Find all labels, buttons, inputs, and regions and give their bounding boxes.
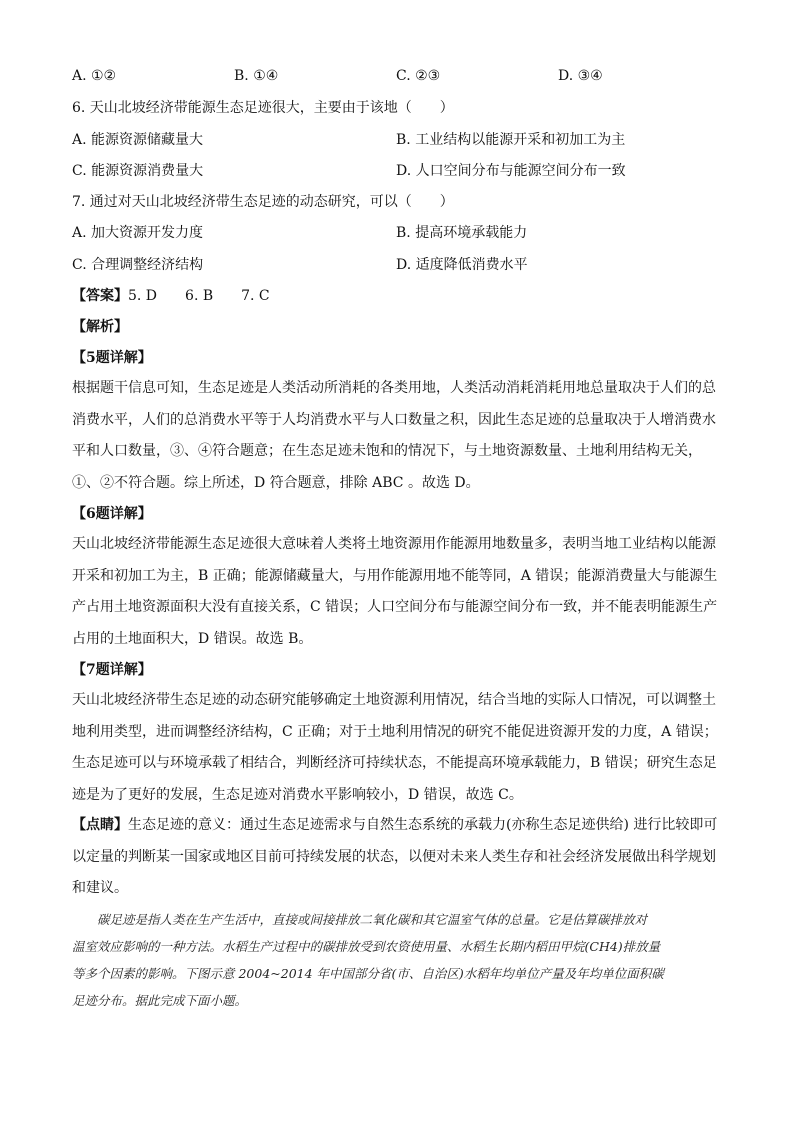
q7-stem: 7. 通过对天山北坡经济带生态足迹的动态研究，可以（ ） xyxy=(72,194,454,210)
q6-option-b: B. 工业结构以能源开采和初加工为主 xyxy=(396,132,626,148)
q4-option-d: D. ③④ xyxy=(558,68,603,84)
q7-option-c: C. 合理调整经济结构 xyxy=(72,257,204,273)
detail6-line: 产占用土地资源面积大没有直接关系，C 错误；人口空间分布与能源空间分布一致，并不能表明能源生产 xyxy=(72,599,718,615)
q4-option-c: C. ②③ xyxy=(396,68,441,84)
q4-option-b: B. ①④ xyxy=(234,68,279,84)
tips-line-text: 生态足迹的意义：通过生态足迹需求与自然生态系统的承载力(亦称生态足迹供给) 进行比较即可 xyxy=(128,817,718,833)
material-paragraph xyxy=(72,906,724,1014)
answer-label: 【答案】 xyxy=(72,288,128,304)
material-line: 等多个因素的影响。下图示意 2004~2014 年中国部分省(市、自治区)水稻年均单位产量及年均单位面积碳 xyxy=(72,966,664,981)
q7-option-b: B. 提高环境承载能力 xyxy=(396,225,528,241)
answer-text: 5. D 6. B 7. C xyxy=(128,288,270,304)
detail5-line: 根据题干信息可知，生态足迹是人类活动所消耗的各类用地，人类活动消耗消耗用地总量取决于人们的总 xyxy=(72,380,716,396)
q6-stem: 6. 天山北坡经济带能源生态足迹很大，主要由于该地（ ） xyxy=(72,100,454,116)
detail6-title: 【6题详解】 xyxy=(72,506,152,522)
q6-option-d: D. 人口空间分布与能源空间分布一致 xyxy=(396,163,626,179)
tips-label: 【点睛】 xyxy=(72,817,128,833)
detail7-paragraph xyxy=(72,685,724,811)
q4-option-a: A. ①② xyxy=(72,68,117,84)
q6-option-c: C. 能源资源消费量大 xyxy=(72,163,204,179)
tips-line: 和建议。 xyxy=(72,880,128,896)
detail5-paragraph xyxy=(72,373,724,499)
detail7-line: 迹是为了更好的发展，生态足迹对消费水平影响较小，D 错误，故选 C。 xyxy=(72,786,523,803)
q6-option-a: A. 能源资源储藏量大 xyxy=(72,132,204,148)
tips-paragraph xyxy=(72,810,724,905)
detail5-line: ①、②不符合题。综上所述，D 符合题意，排除 ABC 。故选 D。 xyxy=(72,474,480,491)
detail5-line: 平和人口数量，③、④符合题意；在生态足迹未饱和的情况下，与土地资源数量、土地利用结构无关， xyxy=(72,443,702,459)
tips-line: 以定量的判断某一国家或地区目前可持续发展的状态，以便对未来人类生存和社会经济发展做出科学规划 xyxy=(72,848,716,865)
material-line: 温室效应影响的一种方法。水稻生产过程中的碳排放受到农资使用量、水稻生长期内稻田甲烷(CH4)排放量 xyxy=(72,939,661,954)
detail6-paragraph xyxy=(72,529,724,655)
detail6-line: 占用的土地面积大，D 错误。故选 B。 xyxy=(72,630,313,647)
detail7-line: 地利用类型，进而调整经济结构，C 正确；对于土地利用情况的研究不能促进资源开发的力度，A 错误； xyxy=(72,723,718,740)
detail7-line: 生态足迹可以与环境承载了相结合，判断经济可持续状态，不能提高环境承载能力，B 错误；研究生态足 xyxy=(72,755,717,771)
detail7-line: 天山北坡经济带生态足迹的动态研究能够确定土地资源利用情况，结合当地的实际人口情况，可以调整土 xyxy=(72,692,716,708)
analysis-label: 【解析】 xyxy=(72,319,128,335)
detail7-title: 【7题详解】 xyxy=(72,662,152,678)
detail5-line: 消费水平，人们的总消费水平等于人均消费水平与人口数量之积，因此生态足迹的总量取决于人增消费水 xyxy=(72,411,716,428)
answer-line xyxy=(72,287,270,305)
q7-option-d: D. 适度降低消费水平 xyxy=(396,257,528,273)
detail6-line: 开采和初加工为主，B 正确；能源储藏量大，与用作能源用地不能等同，A 错误；能源消费量大与能源生 xyxy=(72,567,718,584)
detail6-line: 天山北坡经济带能源生态足迹很大意味着人类将土地资源用作能源用地数量多，表明当地工业结构以能源 xyxy=(72,536,716,552)
tips-line xyxy=(72,810,724,842)
material-line: 足迹分布。据此完成下面小题。 xyxy=(72,993,248,1008)
material-line: 碳足迹是指人类在生产生活中，直接或间接排放二氧化碳和其它温室气体的总量。它是估算碳排放对 xyxy=(72,912,648,927)
detail5-title: 【5题详解】 xyxy=(72,350,152,366)
q7-option-a: A. 加大资源开发力度 xyxy=(72,225,204,241)
